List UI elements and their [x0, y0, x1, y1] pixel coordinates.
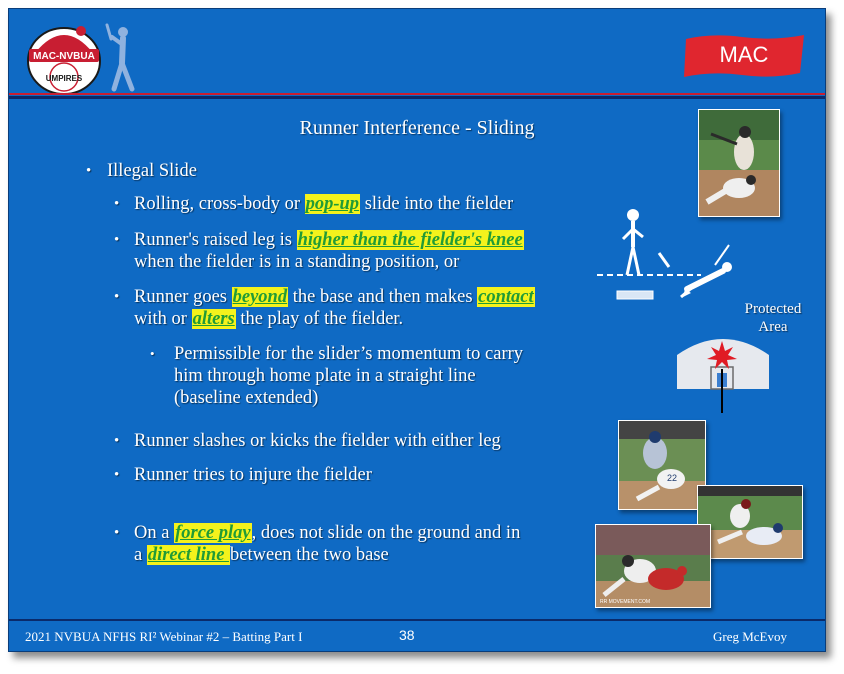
highlight-contact: contact: [478, 287, 534, 307]
sub-bullet-line3: (baseline extended): [174, 388, 319, 408]
slide: [8, 8, 826, 652]
mac-brand-text: MAC: [719, 42, 769, 67]
highlight-alters: alters: [192, 309, 235, 329]
bullet-dot: •: [86, 163, 92, 179]
bullet-dot: •: [114, 232, 120, 248]
bullet-injure: Runner tries to injure the fielder: [134, 465, 372, 485]
batter-icon: [105, 23, 141, 93]
photo-slide-at-plate-2: [697, 485, 803, 559]
footer-webinar-title: 2021 NVBUA NFHS RI² Webinar #2 – Batting Part I: [25, 629, 303, 644]
bullet-dot: •: [114, 196, 120, 212]
highlight-force-play: force play: [175, 523, 251, 543]
bullet-rolling: Rolling, cross-body or pop-up slide into the fielder: [134, 194, 514, 214]
bullet-dot: •: [114, 467, 120, 483]
bullet-slashes: Runner slashes or kicks the fielder with either leg: [134, 431, 501, 451]
footer-presenter: Greg McEvoy: [712, 629, 787, 644]
bullet-illegal-slide: Illegal Slide: [107, 161, 197, 181]
photo-caption: RR MOVEMENT.COM: [600, 599, 650, 605]
bullet-runner-beyond-line2: with or alters the play of the fielder.: [134, 309, 404, 329]
mac-nvbua-umpires-logo: [25, 21, 103, 97]
raised-leg-diagram: [595, 205, 735, 301]
mac-brand-logo: [682, 31, 808, 79]
photo-slide-at-plate-3: [595, 524, 711, 608]
bullet-dot: •: [114, 525, 120, 541]
photo-slide-at-second: [698, 109, 780, 217]
highlight-pop-up: pop-up: [305, 194, 360, 214]
highlight-higher-than-knee: higher than the fielder's knee: [297, 230, 523, 250]
bullet-force-play-line2: a direct line between the two base: [134, 545, 389, 565]
bullet-dot: •: [114, 289, 120, 305]
highlight-direct-line: direct line: [147, 545, 230, 565]
home-plate-protected-area-diagram: [671, 329, 775, 415]
bullet-dot: •: [114, 433, 120, 449]
sub-bullet-line2: him through home plate in a straight line: [174, 366, 476, 386]
logo-text-bottom: UMPIRES: [45, 74, 83, 83]
logo-text-top: MAC-NVBUA: [33, 51, 95, 62]
bullet-dot: •: [150, 346, 155, 361]
page-number: 38: [399, 627, 415, 643]
svg-text:22: 22: [667, 473, 678, 483]
header-divider-red: [9, 93, 825, 95]
highlight-beyond: beyond: [232, 287, 288, 307]
bullet-force-play: On a force play, does not slide on the ground and in: [134, 523, 521, 543]
bullet-raised-leg-line2: when the fielder is in a standing position, or: [134, 252, 460, 272]
bullet-runner-beyond: Runner goes beyond the base and then makes contact: [134, 287, 534, 307]
slide-footer: [9, 619, 825, 651]
bullet-raised-leg: Runner's raised leg is higher than the fielder's knee: [134, 230, 523, 250]
header-divider-navy: [9, 96, 825, 99]
slide-title: Runner Interference - Sliding: [299, 117, 535, 139]
footer-divider: [9, 619, 825, 621]
protected-area-label: Protected Area: [744, 301, 802, 335]
sub-bullet-line1: Permissible for the slider’s momentum to carry: [174, 344, 524, 364]
photo-slide-at-plate-1: [618, 420, 706, 510]
